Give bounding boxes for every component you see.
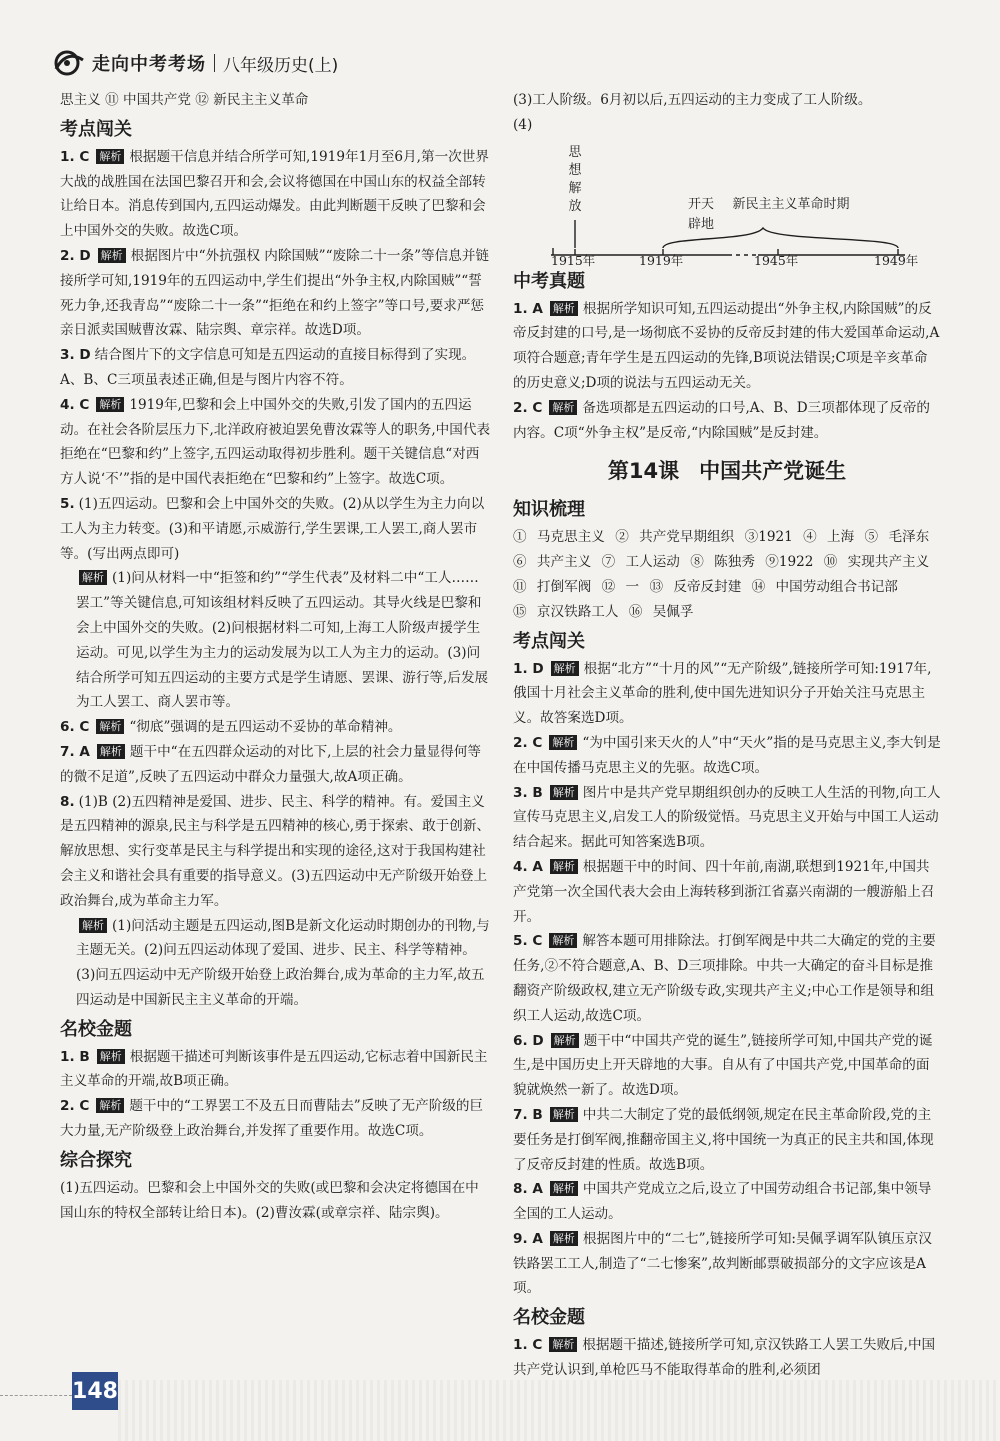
item-number: 7. B [513,1106,543,1123]
timeline-diagram [513,140,933,268]
item-number: 3. B [513,784,543,801]
answer-item [513,297,941,396]
timeline-years [513,252,933,276]
chapter-title [513,451,941,491]
analysis-badge: 解析 [550,785,578,800]
item-number: 6. D [513,1032,544,1049]
lesson-name: 中国共产党诞生 [699,459,847,484]
item-number: 5. [60,495,75,512]
analysis-badge: 解析 [96,397,124,412]
item-text: 备选项都是五四运动的口号,A、B、D三项都体现了反帝的内容。C项“外争主权”是反帝,“内除国贼”是反封建。 [513,399,931,441]
timeline-stack-char: 解 [568,180,582,196]
timeline-label-period: 新民主主义革命时期 [732,196,850,212]
answer-item [60,244,492,343]
item-number: 4. C [60,396,90,413]
item-text: 思主义 ⑪ 中国共产党 ⑫ 新民主主义革命 [60,92,309,108]
analysis-badge: 解析 [550,1231,578,1246]
item-number: 2. D [60,247,91,264]
item-text: 题干中“中国共产党的诞生”,链接所学可知,中国共产党的诞生,是中国历史上开天辟地的大事。自从有了中国共产党,中国革命的面貌就焕然一新了。故选D项。 [513,1032,933,1099]
text-line [513,550,941,575]
text-line [513,575,941,600]
analysis-badge: 解析 [96,719,124,734]
item-text: ① 马克思主义 ② 共产党早期组织 ③1921 ④ 上海 ⑤ 毛泽东 [513,529,930,546]
analysis-badge: 解析 [550,859,578,874]
answer-item [513,1333,941,1383]
right-column [513,88,941,1383]
answer-item [513,1227,941,1301]
item-text: 图片中是共产党早期组织创办的反映工人生活的刊物,向工人宣传马克思主义,启发工人的阶级觉悟。马克思主义开始与中国工人运动结合起来。据此可知答案选B项。 [513,784,941,851]
item-text: 解答本题可用排除法。打倒军阀是中共二大确定的党的主要任务,②不符合题意,A、B、D三项排除。中共一大确定的奋斗目标是推翻资产阶级政权,建立无产阶级专政,实现共产主义;中心工作是领导和组织工人运动,故选C项。 [513,933,936,1024]
left-column [60,88,492,1225]
item-number: 1. D [513,660,544,677]
timeline-label-open: 开天 [687,196,715,212]
item-number: 1. C [513,1337,543,1354]
analysis-badge: 解析 [550,1107,578,1122]
item-text: (1)五四运动。巴黎和会上中国外交的失败(或巴黎和会决定将德国在中国山东的特权全部转让给日本)。(2)曹汝霖(或章宗祥、陆宗舆)。 [60,1179,479,1221]
text-line [513,88,941,113]
answer-item [60,1094,492,1144]
section-heading: 中考真题 [513,270,585,292]
logo-icon [52,50,86,76]
text-line [60,88,492,113]
timeline-stack-char: 放 [568,198,582,214]
analysis-badge: 解析 [550,301,578,316]
item-text: 根据“北方”“十月的风”“无产阶级”,链接所学可知:1917年,俄国十月社会主义革命的胜利,使中国先进知识分子开始关注马克思主义。故答案选D项。 [513,660,932,727]
timeline-stack-char: 思 [568,144,582,160]
timeline-label-open2: 辟地 [687,216,715,232]
section-heading: 名校金题 [513,1307,585,1329]
analysis-badge: 解析 [98,248,126,263]
item-number: 2. C [513,734,543,751]
timeline-year-label: 1919年 [639,252,684,268]
item-number: 1. A [513,300,543,317]
analysis-item [60,914,492,1013]
lesson-number: 第14课 [607,459,680,484]
item-text: 中国共产党成立之后,设立了中国劳动组合书记部,集中领导全国的工人运动。 [513,1181,932,1223]
item-text: 根据题干信息并结合所学可知,1919年1月至6月,第一次世界大战的战胜国在法国巴黎召开和会,会议将德国在中国山东的权益全部转让给日本。消息传到国内,五四运动爆发。由此判断题干反映了巴黎和会上中国外交的失败。故选C项。 [60,148,489,240]
item-text: 根据所学知识可知,五四运动提出“外争主权,内除国贼”的反帝反封建的口号,是一场彻底不妥协的反帝反封建的伟大爱国革命运动,A项符合题意;青年学生是五四运动的先锋,B项说法错误;C项是辛亥革命的历史意义;D项的说法与五四运动无关。 [513,300,940,391]
analysis-badge: 解析 [96,149,124,164]
book-title: 走向中考考场 [92,54,206,75]
answer-item [60,492,492,566]
item-number: 2. C [513,399,543,416]
item-number: 2. C [60,1098,90,1115]
text-line [513,525,941,550]
item-text: ⑥ 共产主义 ⑦ 工人运动 ⑧ 陈独秀 ⑨1922 ⑩ 实现共产主义 [513,554,930,571]
item-number: 6. C [60,719,90,736]
item-text: 根据题干描述可判断该事件是五四运动,它标志着中国新民主主义革命的开端,故B项正确。 [60,1048,488,1090]
item-text: 题干中的“工界罢工不及五日而曹陆去”反映了无产阶级的巨大力量,无产阶级登上政治舞台,并发挥了重要作用。故选C项。 [60,1098,484,1140]
item-text: (3)工人阶级。6月初以后,五四运动的主力变成了工人阶级。 [513,92,872,108]
analysis-badge: 解析 [97,744,125,759]
analysis-badge: 解析 [549,1337,577,1352]
item-number: 5. C [513,933,543,950]
answer-item [60,790,492,914]
header-divider [214,54,215,72]
item-text: 题干中“在五四群众运动的对比下,上层的社会力量显得何等的微不足道”,反映了五四运动中群众力量强大,故A项正确。 [60,743,482,785]
item-text: (4) [513,116,533,133]
item-text: “为中国引来天火的人”中“天火”指的是马克思主义,李大钊是在中国传播马克思主义的先驱。故选C项。 [513,734,941,776]
item-text: ⑮ 京汉铁路工人 ⑯ 吴佩孚 [513,603,694,620]
answer-item [513,731,941,781]
text-line [513,113,941,138]
item-text: 1919年,巴黎和会上中国外交的失败,引发了国内的五四运动。在社会各阶层压力下,北洋政府被迫罢免曹汝霖等人的职务,中国代表拒绝在“巴黎和约”上签字,五四运动取得初步胜利。题干关键信息“对西方人说‘不’”指的是中国代表拒绝在“巴黎和约”上签字。故选C项。 [60,396,491,488]
item-text: 结合图片下的文字信息可知是五四运动的直接目标得到了实现。A、B、C三项虽表述正确,但是与图片内容不符。 [60,347,476,388]
item-text: (1)问从材料一中“拒签和约”“学生代表”及材料二中“工人……罢工”等关键信息,可知该组材料反映了五四运动。其导火线是巴黎和会上中国外交的失败。(2)问根据材料二可知,上海工人阶级声援学生运动。可见,以学生为主力的运动发展为以工人为主力的运动。(3)问结合所学可知五四运动的主要方式是学生请愿、罢课、游行等,后发展为工人罢工、商人罢市等。 [76,570,489,711]
footer-rule [0,1395,72,1397]
page-header [52,50,338,76]
item-number: 1. C [60,148,90,165]
item-number: 8. [60,793,75,810]
item-text: 根据图片中“外抗强权 内除国贼”“废除二十一条”等信息并链接所学可知,1919年的五四运动中,学生们提出“外争主权,内除国贼”“誓死力争,还我青岛”“废除二十一条”“拒绝在和约上签字”等口号,要求严惩亲日派卖国贼曹汝霖、陆宗舆、章宗祥。故选D项。 [60,247,490,339]
answer-item [513,1177,941,1227]
analysis-badge: 解析 [550,1181,578,1196]
answer-item [60,343,492,393]
text-line [60,1176,492,1226]
answer-item [60,393,492,492]
section-heading: 综合探究 [60,1149,132,1171]
answer-item [60,740,492,790]
answer-item [60,145,492,244]
item-text: “彻底”强调的是五四运动不妥协的革命精神。 [129,719,402,736]
book-grade: 八年级历史(上) [223,55,339,76]
timeline-svg [513,140,933,265]
analysis-badge: 解析 [96,1098,124,1113]
answer-item [513,781,941,855]
section-heading: 考点闯关 [60,118,132,140]
item-text: (1)问活动主题是五四运动,图B是新文化运动时期创办的刊物,与主题无关。(2)问五四运动体现了爱国、进步、民主、科学等精神。(3)问五四运动中无产阶级开始登上政治舞台,成为革命的主力军,故五四运动是中国新民主主义革命的开端。 [76,917,490,1008]
item-text: (1)B (2)五四精神是爱国、进步、民主、科学的精神。有。爱国主义是五四精神的源泉,民主与科学是五四精神的核心,勇于探索、敢于创新、解放思想、实行变革是民主与科学提出和实现的途径,这对于我国构建社会主义和谐社会具有重要的指导意义。(3)五四运动中无产阶级开始登上政治舞台,成为革命主力军。 [60,793,491,909]
item-number: 8. A [513,1181,543,1198]
answer-item [513,1103,941,1177]
timeline-stack-char: 想 [568,162,582,178]
analysis-badge: 解析 [79,570,107,585]
analysis-badge: 解析 [79,918,107,933]
item-number: 9. A [513,1230,543,1247]
item-number: 3. D [60,347,91,364]
analysis-badge: 解析 [549,400,577,415]
analysis-badge: 解析 [97,1049,125,1064]
answer-item [60,715,492,740]
page-number: 148 [72,1372,118,1410]
answer-item [513,855,941,929]
text-line [513,600,941,625]
analysis-badge: 解析 [549,933,577,948]
timeline-year-label: 1915年 [551,252,596,268]
item-number: 7. A [60,743,90,760]
answer-item [513,1029,941,1103]
item-number: 4. A [513,858,543,875]
item-text: 根据图片中的“二七”,链接所学可知:吴佩孚调军队镇压京汉铁路罢工工人,制造了“二七惨案”,故判断邮票破损部分的文字应该是A项。 [513,1230,932,1297]
answer-item [513,396,941,446]
item-text: ⑪ 打倒军阀 ⑫ 一 ⑬ 反帝反封建 ⑭ 中国劳动组合书记部 [513,578,898,595]
item-number: 1. B [60,1048,90,1065]
item-text: (1)五四运动。巴黎和会上中国外交的失败。(2)从以学生为主力向以工人为主力转变。(3)和平请愿,示威游行,学生罢课,工人罢工,商人罢市等。(写出两点即可) [60,495,485,562]
item-text: 根据题干描述,链接所学可知,京汉铁路工人罢工失败后,中国共产党认识到,单枪匹马不能取得革命的胜利,必须团 [513,1337,936,1379]
item-text: 根据题干中的时间、四十年前,南湖,联想到1921年,中国共产党第一次全国代表大会由上海转移到浙江省嘉兴南湖的一艘游船上召开。 [513,858,935,925]
answer-item [513,657,941,731]
section-heading: 名校金题 [60,1018,132,1040]
answer-item [513,929,941,1028]
section-heading: 知识梳理 [513,499,585,521]
answer-item [60,1045,492,1095]
section-heading: 考点闯关 [513,630,585,652]
analysis-badge: 解析 [549,735,577,750]
timeline-year-label: 1945年 [754,252,799,268]
timeline-year-label: 1949年 [874,252,919,268]
analysis-badge: 解析 [551,1033,579,1048]
analysis-item [60,566,492,715]
footer-texture [118,1380,1000,1441]
analysis-badge: 解析 [551,661,579,676]
item-text: 中共二大制定了党的最低纲领,规定在民主革命阶段,党的主要任务是打倒军阀,推翻帝国主义,将中国统一为真正的民主共和国,体现了反帝反封建的性质。故选B项。 [513,1106,934,1173]
